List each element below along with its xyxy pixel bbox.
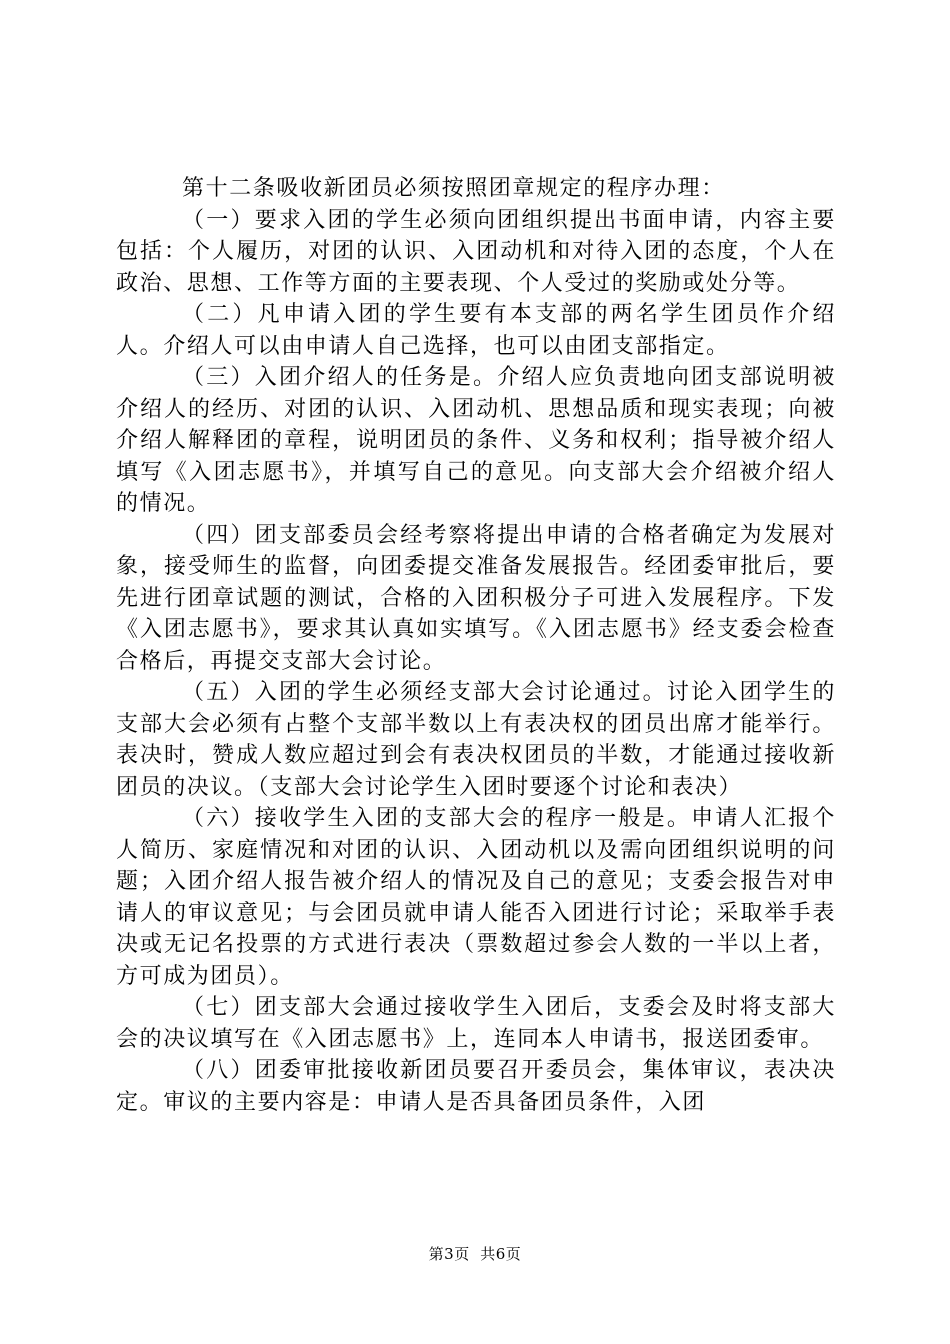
paragraph-item-4: （四）团支部委员会经考察将提出申请的合格者确定为发展对象，接受师生的监督，向团委提交准备发展报告。经团委审批后，要先进行团章试题的测试，合格的入团积极分子可进入发展程序。下发《入团志愿书》，要求其认真如实填写。《入团志愿书》经支委会检查合格后，再提交支部大会讨论。	[116, 522, 836, 674]
document-body	[116, 173, 836, 1118]
paragraph-item-2: （二）凡申请入团的学生要有本支部的两名学生团员作介绍人。介绍人可以由申请人自己选择，也可以由团支部指定。	[116, 302, 836, 359]
paragraph-item-1: （一）要求入团的学生必须向团组织提出书面申请，内容主要包括：个人履历，对团的认识、入团动机和对待入团的态度，个人在政治、思想、工作等方面的主要表现、个人受过的奖励或处分等。	[116, 207, 836, 296]
paragraph-item-7: （七）团支部大会通过接收学生入团后，支委会及时将支部大会的决议填写在《入团志愿书》上，连同本人申请书，报送团委审。	[116, 995, 836, 1052]
paragraph-item-3: （三）入团介绍人的任务是。介绍人应负责地向团支部说明被介绍人的经历、对团的认识、入团动机、思想品质和现实表现；向被介绍人解释团的章程，说明团员的条件、义务和权利；指导被介绍人填写《入团志愿书》，并填写自己的意见。向支部大会介绍被介绍人的情况。	[116, 365, 836, 516]
page-total: 共6页	[480, 1245, 522, 1263]
paragraph-article-12: 第十二条吸收新团员必须按照团章规定的程序办理：	[182, 176, 725, 201]
paragraph-item-8: （八）团委审批接收新团员要召开委员会，集体审议，表决决定。审议的主要内容是：申请人是否具备团员条件，入团	[116, 1058, 836, 1115]
page-number: 第3页	[428, 1245, 470, 1263]
paragraph-item-5: （五）入团的学生必须经支部大会讨论通过。讨论入团学生的支部大会必须有占整个支部半数以上有表决权的团员出席才能举行。表决时，赞成人数应超过到会有表决权团员的半数，才能通过接收新团员的决议。（支部大会讨论学生入团时要逐个讨论和表决）	[116, 680, 836, 800]
page-footer	[0, 1244, 950, 1264]
paragraph-item-6: （六）接收学生入团的支部大会的程序一般是。申请人汇报个人简历、家庭情况和对团的认识、入团动机以及需向团组织说明的问题；入团介绍人报告被介绍人的情况及自己的意见；支委会报告对申请人的审议意见；与会团员就申请人能否入团进行讨论；采取举手表决或无记名投票的方式进行表决（票数超过参会人数的一半以上者，方可成为团员）。	[116, 806, 836, 989]
